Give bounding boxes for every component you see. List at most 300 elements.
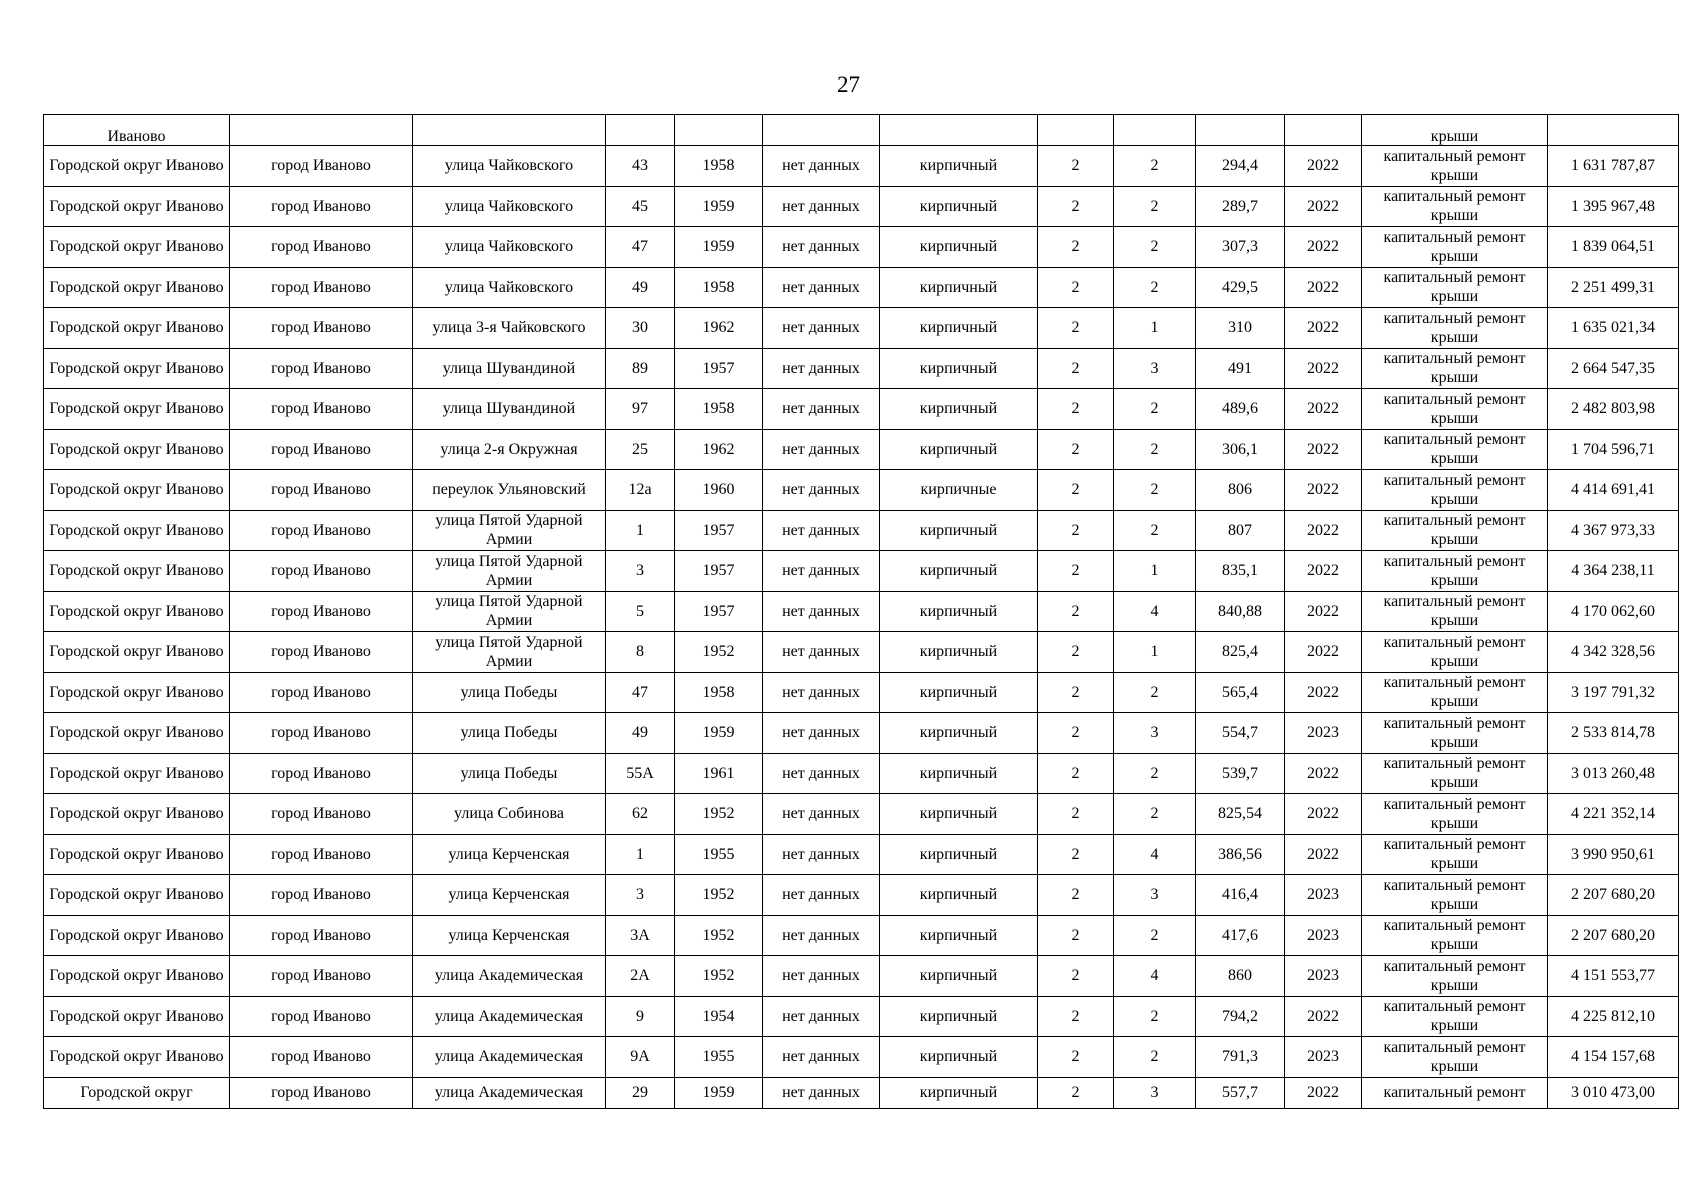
- municipality-cell: Городской округ Иваново: [44, 429, 230, 470]
- street-cell: улица Чайковского: [413, 186, 606, 227]
- settlement-cell: город Иваново: [230, 227, 413, 268]
- floors-cell: 2: [1038, 267, 1114, 308]
- work-type-cell: капитальный ремонт крыши: [1362, 267, 1548, 308]
- entrances-cell: 3: [1114, 875, 1196, 916]
- settlement-cell: город Иваново: [230, 1077, 413, 1108]
- wall-material-cell: кирпичный: [880, 1037, 1038, 1078]
- cost-cell: 4 154 157,68: [1548, 1037, 1679, 1078]
- municipality-cell: Городской округ: [44, 1077, 230, 1108]
- year-built-cell: 1959: [675, 1077, 763, 1108]
- street-cell: улица Керченская: [413, 915, 606, 956]
- year-built-cell: 1952: [675, 794, 763, 835]
- wall-material-cell: кирпичный: [880, 591, 1038, 632]
- year-commissioned-cell: нет данных: [763, 672, 880, 713]
- house-number-cell: 49: [606, 267, 675, 308]
- year-commissioned-cell: нет данных: [763, 915, 880, 956]
- floors-cell: [1038, 115, 1114, 146]
- year-commissioned-cell: нет данных: [763, 713, 880, 754]
- year-commissioned-cell: нет данных: [763, 875, 880, 916]
- page-number: 27: [837, 72, 860, 97]
- entrances-cell: 2: [1114, 227, 1196, 268]
- wall-material-cell: [880, 115, 1038, 146]
- wall-material-cell: кирпичный: [880, 915, 1038, 956]
- housing-register-table: [43, 114, 1679, 1109]
- street-cell: улица 2-я Окружная: [413, 429, 606, 470]
- year-built-cell: 1952: [675, 632, 763, 673]
- cost-cell: 1 704 596,71: [1548, 429, 1679, 470]
- municipality-cell: Городской округ Иваново: [44, 1037, 230, 1078]
- year-commissioned-cell: нет данных: [763, 227, 880, 268]
- year-commissioned-cell: нет данных: [763, 1077, 880, 1108]
- year-planned-cell: 2023: [1285, 1037, 1362, 1078]
- entrances-cell: 3: [1114, 1077, 1196, 1108]
- table-row: [44, 308, 1679, 349]
- year-built-cell: [675, 115, 763, 146]
- cost-cell: 2 251 499,31: [1548, 267, 1679, 308]
- area-cell: [1196, 115, 1285, 146]
- wall-material-cell: кирпичный: [880, 834, 1038, 875]
- entrances-cell: 2: [1114, 389, 1196, 430]
- work-type-cell: капитальный ремонт крыши: [1362, 753, 1548, 794]
- work-type-cell: капитальный ремонт крыши: [1362, 1037, 1548, 1078]
- settlement-cell: город Иваново: [230, 308, 413, 349]
- wall-material-cell: кирпичные: [880, 470, 1038, 511]
- year-commissioned-cell: нет данных: [763, 632, 880, 673]
- year-commissioned-cell: нет данных: [763, 794, 880, 835]
- year-commissioned-cell: нет данных: [763, 551, 880, 592]
- settlement-cell: город Иваново: [230, 186, 413, 227]
- work-type-cell: капитальный ремонт крыши: [1362, 510, 1548, 551]
- settlement-cell: город Иваново: [230, 834, 413, 875]
- table-row: [44, 267, 1679, 308]
- floors-cell: 2: [1038, 794, 1114, 835]
- table-row: [44, 510, 1679, 551]
- work-type-cell: капитальный ремонт крыши: [1362, 470, 1548, 511]
- work-type-cell: капитальный ремонт крыши: [1362, 632, 1548, 673]
- street-cell: улица Собинова: [413, 794, 606, 835]
- work-type-cell: крыши: [1362, 115, 1548, 146]
- year-planned-cell: 2022: [1285, 510, 1362, 551]
- municipality-cell: Городской округ Иваново: [44, 794, 230, 835]
- work-type-cell: капитальный ремонт крыши: [1362, 956, 1548, 997]
- settlement-cell: город Иваново: [230, 632, 413, 673]
- cost-cell: 3 010 473,00: [1548, 1077, 1679, 1108]
- cost-cell: 2 533 814,78: [1548, 713, 1679, 754]
- work-type-cell: капитальный ремонт крыши: [1362, 875, 1548, 916]
- wall-material-cell: кирпичный: [880, 267, 1038, 308]
- table-row: [44, 672, 1679, 713]
- year-commissioned-cell: нет данных: [763, 834, 880, 875]
- area-cell: 806: [1196, 470, 1285, 511]
- street-cell: переулок Ульяновский: [413, 470, 606, 511]
- entrances-cell: 4: [1114, 591, 1196, 632]
- year-built-cell: 1958: [675, 267, 763, 308]
- floors-cell: 2: [1038, 429, 1114, 470]
- cost-cell: 2 664 547,35: [1548, 348, 1679, 389]
- house-number-cell: 43: [606, 146, 675, 187]
- year-built-cell: 1961: [675, 753, 763, 794]
- year-planned-cell: [1285, 115, 1362, 146]
- municipality-cell: Городской округ Иваново: [44, 146, 230, 187]
- wall-material-cell: кирпичный: [880, 146, 1038, 187]
- entrances-cell: 3: [1114, 713, 1196, 754]
- entrances-cell: 4: [1114, 956, 1196, 997]
- area-cell: 825,54: [1196, 794, 1285, 835]
- work-type-cell: капитальный ремонт крыши: [1362, 429, 1548, 470]
- house-number-cell: 2А: [606, 956, 675, 997]
- entrances-cell: [1114, 115, 1196, 146]
- street-cell: улица Пятой Ударной Армии: [413, 591, 606, 632]
- work-type-cell: капитальный ремонт крыши: [1362, 794, 1548, 835]
- table-row: [44, 1037, 1679, 1078]
- settlement-cell: город Иваново: [230, 389, 413, 430]
- street-cell: улица Керченская: [413, 834, 606, 875]
- cost-cell: 1 839 064,51: [1548, 227, 1679, 268]
- cost-cell: 3 013 260,48: [1548, 753, 1679, 794]
- house-number-cell: 12а: [606, 470, 675, 511]
- floors-cell: 2: [1038, 996, 1114, 1037]
- area-cell: 807: [1196, 510, 1285, 551]
- wall-material-cell: кирпичный: [880, 672, 1038, 713]
- year-planned-cell: 2022: [1285, 753, 1362, 794]
- cost-cell: 1 631 787,87: [1548, 146, 1679, 187]
- wall-material-cell: кирпичный: [880, 996, 1038, 1037]
- year-planned-cell: 2022: [1285, 227, 1362, 268]
- house-number-cell: 47: [606, 672, 675, 713]
- work-type-cell: капитальный ремонт: [1362, 1077, 1548, 1108]
- street-cell: улица Чайковского: [413, 267, 606, 308]
- wall-material-cell: кирпичный: [880, 308, 1038, 349]
- settlement-cell: город Иваново: [230, 510, 413, 551]
- floors-cell: 2: [1038, 672, 1114, 713]
- entrances-cell: 1: [1114, 632, 1196, 673]
- municipality-cell: Городской округ Иваново: [44, 632, 230, 673]
- street-cell: улица Победы: [413, 753, 606, 794]
- settlement-cell: [230, 115, 413, 146]
- area-cell: 539,7: [1196, 753, 1285, 794]
- year-planned-cell: 2022: [1285, 267, 1362, 308]
- floors-cell: 2: [1038, 348, 1114, 389]
- cost-cell: 4 367 973,33: [1548, 510, 1679, 551]
- year-planned-cell: 2022: [1285, 389, 1362, 430]
- work-type-cell: капитальный ремонт крыши: [1362, 186, 1548, 227]
- house-number-cell: 55А: [606, 753, 675, 794]
- street-cell: улица Академическая: [413, 956, 606, 997]
- settlement-cell: город Иваново: [230, 753, 413, 794]
- municipality-cell: Городской округ Иваново: [44, 915, 230, 956]
- year-built-cell: 1959: [675, 227, 763, 268]
- street-cell: улица Шувандиной: [413, 348, 606, 389]
- municipality-cell: Городской округ Иваново: [44, 348, 230, 389]
- year-planned-cell: 2022: [1285, 591, 1362, 632]
- settlement-cell: город Иваново: [230, 429, 413, 470]
- table-row: [44, 389, 1679, 430]
- table-body: [44, 115, 1679, 1109]
- settlement-cell: город Иваново: [230, 794, 413, 835]
- area-cell: 289,7: [1196, 186, 1285, 227]
- cost-cell: 4 364 238,11: [1548, 551, 1679, 592]
- table-row: [44, 996, 1679, 1037]
- house-number-cell: 97: [606, 389, 675, 430]
- table-row: [44, 551, 1679, 592]
- year-planned-cell: 2022: [1285, 551, 1362, 592]
- municipality-cell: Городской округ Иваново: [44, 834, 230, 875]
- table-row: [44, 115, 1679, 146]
- year-commissioned-cell: нет данных: [763, 267, 880, 308]
- wall-material-cell: кирпичный: [880, 186, 1038, 227]
- settlement-cell: город Иваново: [230, 470, 413, 511]
- year-built-cell: 1952: [675, 875, 763, 916]
- year-planned-cell: 2022: [1285, 146, 1362, 187]
- house-number-cell: 9: [606, 996, 675, 1037]
- municipality-cell: Городской округ Иваново: [44, 551, 230, 592]
- house-number-cell: 3: [606, 551, 675, 592]
- table-row: [44, 186, 1679, 227]
- year-commissioned-cell: нет данных: [763, 956, 880, 997]
- area-cell: 294,4: [1196, 146, 1285, 187]
- year-built-cell: 1958: [675, 672, 763, 713]
- work-type-cell: капитальный ремонт крыши: [1362, 227, 1548, 268]
- year-planned-cell: 2022: [1285, 834, 1362, 875]
- cost-cell: 1 635 021,34: [1548, 308, 1679, 349]
- table-row: [44, 632, 1679, 673]
- floors-cell: 2: [1038, 186, 1114, 227]
- area-cell: 417,6: [1196, 915, 1285, 956]
- street-cell: улица Академическая: [413, 996, 606, 1037]
- entrances-cell: 2: [1114, 996, 1196, 1037]
- year-commissioned-cell: нет данных: [763, 753, 880, 794]
- area-cell: 429,5: [1196, 267, 1285, 308]
- area-cell: 306,1: [1196, 429, 1285, 470]
- house-number-cell: 8: [606, 632, 675, 673]
- floors-cell: 2: [1038, 956, 1114, 997]
- table-row: [44, 470, 1679, 511]
- year-built-cell: 1962: [675, 308, 763, 349]
- area-cell: 307,3: [1196, 227, 1285, 268]
- year-commissioned-cell: нет данных: [763, 591, 880, 632]
- area-cell: 557,7: [1196, 1077, 1285, 1108]
- municipality-cell: Городской округ Иваново: [44, 713, 230, 754]
- wall-material-cell: кирпичный: [880, 956, 1038, 997]
- municipality-cell: Городской округ Иваново: [44, 956, 230, 997]
- year-commissioned-cell: нет данных: [763, 389, 880, 430]
- settlement-cell: город Иваново: [230, 713, 413, 754]
- floors-cell: 2: [1038, 591, 1114, 632]
- wall-material-cell: кирпичный: [880, 632, 1038, 673]
- year-built-cell: 1957: [675, 348, 763, 389]
- work-type-cell: капитальный ремонт крыши: [1362, 996, 1548, 1037]
- year-planned-cell: 2022: [1285, 794, 1362, 835]
- floors-cell: 2: [1038, 875, 1114, 916]
- entrances-cell: 2: [1114, 186, 1196, 227]
- table-row: [44, 146, 1679, 187]
- floors-cell: 2: [1038, 915, 1114, 956]
- house-number-cell: 47: [606, 227, 675, 268]
- table-row: [44, 591, 1679, 632]
- street-cell: улица Победы: [413, 713, 606, 754]
- municipality-cell: Городской округ Иваново: [44, 510, 230, 551]
- area-cell: 794,2: [1196, 996, 1285, 1037]
- wall-material-cell: кирпичный: [880, 510, 1038, 551]
- house-number-cell: 1: [606, 510, 675, 551]
- cost-cell: 4 170 062,60: [1548, 591, 1679, 632]
- year-commissioned-cell: нет данных: [763, 1037, 880, 1078]
- year-built-cell: 1952: [675, 956, 763, 997]
- cost-cell: 3 990 950,61: [1548, 834, 1679, 875]
- year-planned-cell: 2023: [1285, 956, 1362, 997]
- municipality-cell: Городской округ Иваново: [44, 672, 230, 713]
- area-cell: 386,56: [1196, 834, 1285, 875]
- year-planned-cell: 2022: [1285, 308, 1362, 349]
- entrances-cell: 2: [1114, 753, 1196, 794]
- settlement-cell: город Иваново: [230, 348, 413, 389]
- wall-material-cell: кирпичный: [880, 753, 1038, 794]
- year-commissioned-cell: нет данных: [763, 348, 880, 389]
- street-cell: улица Академическая: [413, 1077, 606, 1108]
- floors-cell: 2: [1038, 834, 1114, 875]
- street-cell: улица Пятой Ударной Армии: [413, 510, 606, 551]
- municipality-cell: Городской округ Иваново: [44, 753, 230, 794]
- table-row: [44, 875, 1679, 916]
- area-cell: 565,4: [1196, 672, 1285, 713]
- year-built-cell: 1954: [675, 996, 763, 1037]
- settlement-cell: город Иваново: [230, 551, 413, 592]
- year-planned-cell: 2022: [1285, 186, 1362, 227]
- entrances-cell: 2: [1114, 470, 1196, 511]
- wall-material-cell: кирпичный: [880, 429, 1038, 470]
- area-cell: 489,6: [1196, 389, 1285, 430]
- cost-cell: 2 207 680,20: [1548, 915, 1679, 956]
- year-planned-cell: 2022: [1285, 470, 1362, 511]
- year-built-cell: 1958: [675, 389, 763, 430]
- municipality-cell: Городской округ Иваново: [44, 389, 230, 430]
- street-cell: улица Шувандиной: [413, 389, 606, 430]
- entrances-cell: 2: [1114, 794, 1196, 835]
- year-planned-cell: 2023: [1285, 713, 1362, 754]
- settlement-cell: город Иваново: [230, 875, 413, 916]
- floors-cell: 2: [1038, 389, 1114, 430]
- cost-cell: [1548, 115, 1679, 146]
- year-built-cell: 1959: [675, 186, 763, 227]
- work-type-cell: капитальный ремонт крыши: [1362, 713, 1548, 754]
- year-commissioned-cell: нет данных: [763, 186, 880, 227]
- floors-cell: 2: [1038, 1077, 1114, 1108]
- table-row: [44, 915, 1679, 956]
- work-type-cell: капитальный ремонт крыши: [1362, 389, 1548, 430]
- cost-cell: 4 342 328,56: [1548, 632, 1679, 673]
- cost-cell: 4 151 553,77: [1548, 956, 1679, 997]
- cost-cell: 4 221 352,14: [1548, 794, 1679, 835]
- municipality-cell: Городской округ Иваново: [44, 227, 230, 268]
- year-built-cell: 1958: [675, 146, 763, 187]
- entrances-cell: 2: [1114, 146, 1196, 187]
- house-number-cell: 30: [606, 308, 675, 349]
- year-commissioned-cell: нет данных: [763, 308, 880, 349]
- year-built-cell: 1962: [675, 429, 763, 470]
- entrances-cell: 3: [1114, 348, 1196, 389]
- area-cell: 416,4: [1196, 875, 1285, 916]
- work-type-cell: капитальный ремонт крыши: [1362, 348, 1548, 389]
- year-commissioned-cell: нет данных: [763, 470, 880, 511]
- municipality-cell: Городской округ Иваново: [44, 267, 230, 308]
- year-commissioned-cell: нет данных: [763, 510, 880, 551]
- entrances-cell: 1: [1114, 308, 1196, 349]
- house-number-cell: 5: [606, 591, 675, 632]
- floors-cell: 2: [1038, 551, 1114, 592]
- entrances-cell: 2: [1114, 510, 1196, 551]
- house-number-cell: 25: [606, 429, 675, 470]
- floors-cell: 2: [1038, 713, 1114, 754]
- street-cell: улица 3-я Чайковского: [413, 308, 606, 349]
- year-built-cell: 1957: [675, 510, 763, 551]
- year-built-cell: 1960: [675, 470, 763, 511]
- cost-cell: 2 482 803,98: [1548, 389, 1679, 430]
- wall-material-cell: кирпичный: [880, 713, 1038, 754]
- year-commissioned-cell: [763, 115, 880, 146]
- street-cell: улица Керченская: [413, 875, 606, 916]
- house-number-cell: 1: [606, 834, 675, 875]
- house-number-cell: 9А: [606, 1037, 675, 1078]
- year-planned-cell: 2022: [1285, 996, 1362, 1037]
- work-type-cell: капитальный ремонт крыши: [1362, 834, 1548, 875]
- table-row: [44, 794, 1679, 835]
- house-number-cell: 3А: [606, 915, 675, 956]
- year-planned-cell: 2022: [1285, 632, 1362, 673]
- cost-cell: 4 414 691,41: [1548, 470, 1679, 511]
- entrances-cell: 2: [1114, 672, 1196, 713]
- settlement-cell: город Иваново: [230, 915, 413, 956]
- work-type-cell: капитальный ремонт крыши: [1362, 146, 1548, 187]
- settlement-cell: город Иваново: [230, 591, 413, 632]
- year-planned-cell: 2022: [1285, 348, 1362, 389]
- municipality-cell: Иваново: [44, 115, 230, 146]
- area-cell: 835,1: [1196, 551, 1285, 592]
- municipality-cell: Городской округ Иваново: [44, 591, 230, 632]
- house-number-cell: 62: [606, 794, 675, 835]
- floors-cell: 2: [1038, 227, 1114, 268]
- year-built-cell: 1957: [675, 551, 763, 592]
- year-commissioned-cell: нет данных: [763, 429, 880, 470]
- municipality-cell: Городской округ Иваново: [44, 470, 230, 511]
- wall-material-cell: кирпичный: [880, 794, 1038, 835]
- entrances-cell: 2: [1114, 267, 1196, 308]
- floors-cell: 2: [1038, 1037, 1114, 1078]
- entrances-cell: 1: [1114, 551, 1196, 592]
- year-planned-cell: 2022: [1285, 429, 1362, 470]
- year-built-cell: 1957: [675, 591, 763, 632]
- area-cell: 840,88: [1196, 591, 1285, 632]
- cost-cell: 4 225 812,10: [1548, 996, 1679, 1037]
- table-row: [44, 753, 1679, 794]
- street-cell: улица Пятой Ударной Армии: [413, 551, 606, 592]
- entrances-cell: 4: [1114, 834, 1196, 875]
- area-cell: 554,7: [1196, 713, 1285, 754]
- year-planned-cell: 2022: [1285, 672, 1362, 713]
- house-number-cell: 3: [606, 875, 675, 916]
- work-type-cell: капитальный ремонт крыши: [1362, 551, 1548, 592]
- floors-cell: 2: [1038, 308, 1114, 349]
- settlement-cell: город Иваново: [230, 267, 413, 308]
- street-cell: [413, 115, 606, 146]
- table-row: [44, 834, 1679, 875]
- cost-cell: 2 207 680,20: [1548, 875, 1679, 916]
- table-row: [44, 1077, 1679, 1108]
- work-type-cell: капитальный ремонт крыши: [1362, 591, 1548, 632]
- cost-cell: 1 395 967,48: [1548, 186, 1679, 227]
- floors-cell: 2: [1038, 146, 1114, 187]
- floors-cell: 2: [1038, 510, 1114, 551]
- table-row: [44, 956, 1679, 997]
